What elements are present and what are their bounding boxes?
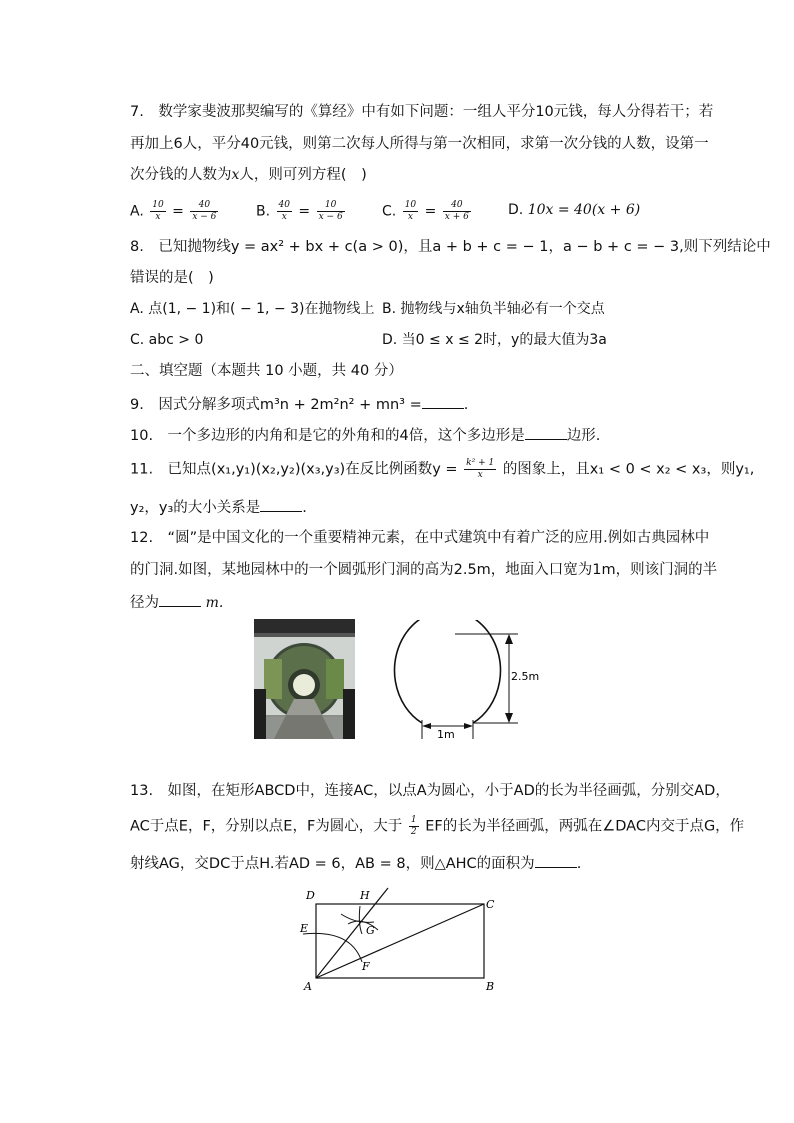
arc-from-f [359,906,362,934]
diagonal-ac [316,904,484,978]
q8-option-c: C. abc > 0 [130,332,204,348]
q12-line2: 的门洞.如图，某地园林中的一个圆弧形门洞的高为2.5m，地面入口宽为1m，则该门洞的半 [130,562,718,578]
section-heading: 二、填空题（本题共 10 小题，共 40 分） [130,363,403,379]
width-label: 1m [437,728,455,741]
q13-answer-blank [535,853,577,868]
q12-answer-blank [159,592,201,607]
q7-option-c: C. $\frac{10}{x}$ = $\frac{40}{x + 6}$ [382,200,469,222]
ray-ag [316,888,388,978]
q7-option-b: B. $\frac{40}{x}$ = $\frac{10}{x - 6}$ [256,200,343,222]
q9-answer-blank [422,394,464,409]
label-d: D [306,889,315,902]
q7-option-d: D. 10x = 40(x + 6) [508,202,641,218]
q10: 10. 一个多边形的内角和是它的外角和的4倍，这个多边形是 边形. [130,425,600,446]
q8-line1: 8. 已知抛物线y = ax² + bx + c(a > 0)，且a + b + c = − 1，a − b + c = − 3,则下列结论中 [130,239,771,255]
q8-option-a: A. 点(1, − 1)和( − 1, − 3)在抛物线上 [130,301,375,317]
q11-line1: 11. 已知点(x₁,y₁)(x₂,y₂)(x₃,y₃)在反比例函数y = $\frac{\text{k² + 1}}{x}$ 的图象上，且x₁ < 0 < x₂ < x₃，则y₁, [130,458,755,480]
q8-option-d: D. 当0 ≤ x ≤ 2时，y的最大值为3a [382,332,607,348]
label-e: E [300,922,309,935]
q8-line2: 错误的是( ) [130,270,214,286]
label-h: H [360,889,370,902]
arch-diagram [385,620,545,745]
label-a: A [304,980,312,993]
arch-arc [395,620,501,723]
q7-line3: 次分钱的人数为x人，则可列方程( ) [130,167,367,183]
q13-line2: AC于点E，F，分别以点E，F为圆心，大于 $\frac{1}{2}$ EF的长为半径画弧，两弧在∠DAC内交于点G，作 [130,815,745,837]
q12-line1: 12. “圆”是中国文化的一个重要精神元素，在中式建筑中有着广泛的应用.例如古典园林中 [130,530,710,546]
label-b: B [486,980,495,993]
q11-line2: y₂，y₃的大小关系是 . [130,497,307,518]
q12-line3: 径为 m. [130,592,223,613]
q7-line2: 再加上6人，平分40元钱，则第二次每人所得与第一次相同，求第一次分钱的人数，设第一 [130,136,709,152]
q13-line1: 13. 如图，在矩形ABCD中，连接AC，以点A为圆心，小于AD的长为半径画弧，分别交AD， [130,783,730,799]
q7-line1: 7. 数学家斐波那契编写的《算经》中有如下问题：一组人平分10元钱，每人分得若干；若 [130,104,714,120]
label-g: G [366,924,375,937]
q11-answer-blank [260,497,302,512]
label-c: C [486,898,495,911]
height-label: 2.5m [511,670,540,683]
q10-answer-blank [525,425,567,440]
rectangle-diagram [296,884,506,994]
q8-option-b: B. 抛物线与x轴负半轴必有一个交点 [382,301,605,317]
q13-line3: 射线AG，交DC于点H.若AD = 6，AB = 8，则△AHC的面积为 . [130,853,581,874]
q7-option-a: A. $\frac{10}{x}$ = $\frac{40}{x - 6}$ [130,200,217,222]
q9: 9. 因式分解多项式m³n + 2m²n² + mn³ = . [130,394,468,415]
label-f: F [362,960,370,973]
moon-gate-photo [254,619,355,739]
